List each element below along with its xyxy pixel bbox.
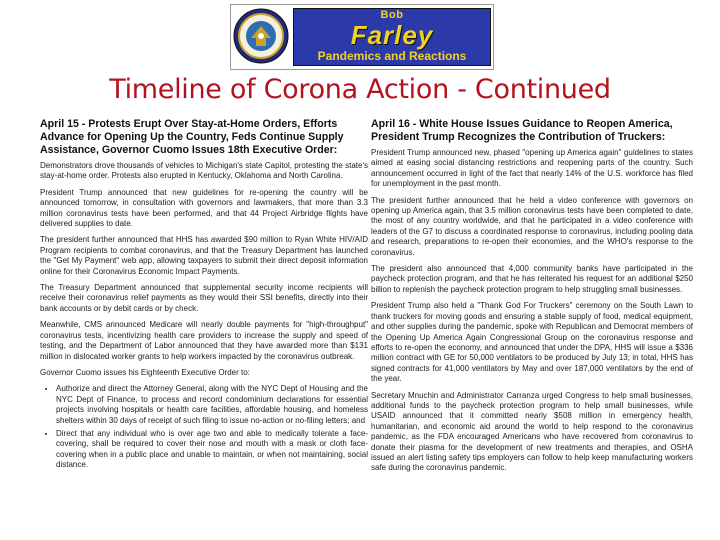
left-paragraph: The president further announced that HHS has awarded $90 million to Ryan White HIV/AID Program recipients to combat coronavirus, and that the Treasury Department has launched the "Get My Payment" web app, allowing taxpayers to submit their direct deposit information online for their Coronavirus Economic Impact Payments.: [40, 235, 368, 276]
right-column: [371, 118, 693, 536]
right-heading: April 16 - White House Issues Guidance to Reopen America, President Trump Recognizes the Contribution of Truckers:: [371, 118, 673, 143]
logo-panel: [293, 8, 491, 66]
logo-banner: [230, 4, 494, 70]
left-heading: April 15 - Protests Erupt Over Stay-at-Home Orders, Efforts Advance for Opening Up the Country, Feds Continue Supply Assistance, Governor Cuomo Issues 18th Executive Order:: [40, 118, 344, 156]
page-title: Timeline of Corona Action - Continued: [109, 74, 611, 105]
left-column: [40, 118, 368, 536]
right-paragraph: President Trump announced new, phased "opening up America again" guidelines to states aimed at easing social distancing restrictions and reopening parts of the country. Such announcement occurred in light of the fact that nearly 14% of the U.S. workforce has filed for unemployment in the past month.: [371, 148, 693, 189]
logo-subtitle: Pandemics and Reactions: [317, 49, 467, 63]
left-paragraph: President Trump announced that new guidelines for re-opening the country will be announced tomorrow, in consultation with governors and lawmakers, that more than 3.3 million coronavirus tests have been performed, and that 44 Project Airbridge flights have delivered supplies to date.: [40, 187, 368, 229]
list-item: • Authorize and direct the Attorney General, along with the NYC Dept of Housing and the NYC Dept of Finance, to process and record condominium declarations for essential projects involving hospitals or health care facilities, affordable housing, and homeless shelters within 30 days of receipt of such filing to issue no-action or no-filing letters; and: [56, 384, 368, 426]
right-paragraph: The president further announced that he held a video conference with governors on opening up America again, that 3.5 million coronavirus tests have been completed to date, the most of any country worldwide, and that he participated in a video conference with leaders of the G7 to discuss a coordinated response to coronavirus, including pooling data and research, preparations to re-open their economies, and the WHO's response to the coronavirus.: [371, 195, 693, 257]
left-paragraph: The Treasury Department announced that supplemental security income recipients will receive their coronavirus relief payments as they would their SSI benefits, directly into their bank accounts or by debit cards or by check.: [40, 283, 368, 313]
executive-order-list: [40, 384, 368, 470]
left-paragraph: Meanwhile, CMS announced Medicare will nearly double payments for "high-throughput" coronavirus tests, incentivizing health care providers to increase the supply and speed of testing, and the Department of Labor announced that they have awarded more than $131 million in dislocated worker grants to help workers impacted by the coronavirus outbreak.: [40, 320, 368, 361]
list-item: • Direct that any individual who is over age two and able to medically tolerate a face-covering, shall be required to cover their nose and mouth with a mask or cloth face-covering when in a public place and unable to maintain, or when not maintaining, social distance.: [56, 429, 368, 471]
right-paragraph: President Trump also held a "Thank God For Truckers" ceremony on the South Lawn to thank truckers for moving goods and ensuring a stable supply of food, medical equipment, and other supplies during the pandemic, spoke with Republican and Democrat members of the Opening Up America Again Congressional Group on the coronavirus response and efforts to re-open the economy, and announced that under the DPA, HHS will issue a $336 million contract with GE for 50,000 ventilators to be produced by July 13; in total, HHS has signed contracts for 41,000 ventilators by May and over 187,000 ventilators by the end of the year.: [371, 301, 693, 384]
left-paragraph: Demonstrators drove thousands of vehicles to Michigan's state Capitol, protesting the state's stay-at-home order. Protests also erupted in Kentucky, Oklahoma and North Carolina.: [40, 161, 368, 181]
logo-name: Farley: [350, 20, 434, 50]
logo-top-text: Bob: [380, 9, 404, 21]
right-paragraph: The president also announced that 4,000 community banks have participated in the paycheck protection program, and that he has reiterated his request for an additional $250 billion to replenish the paycheck protection program to help struggling small businesses.: [371, 264, 693, 294]
left-paragraph: Governor Cuomo issues his Eighteenth Executive Order to:: [40, 367, 250, 377]
seal-icon: [233, 8, 289, 64]
right-paragraph: Secretary Mnuchin and Administrator Carranza urged Congress to help small businesses, additional funds to the paycheck protection program to help small businesses, while USAID announced that it committed nearly $508 million in emergency health, humanitarian, and economic aid around the world to help respond to the coronavirus pandemic, as the FDA encouraged Americans who have recovered from coronavirus to donate their plasma for the development of new treatments and therapies, and OSHA issued an alert listing safety tips employers can follow to help keep manufacturing workers safe during the coronavirus pandemic.: [371, 390, 693, 473]
